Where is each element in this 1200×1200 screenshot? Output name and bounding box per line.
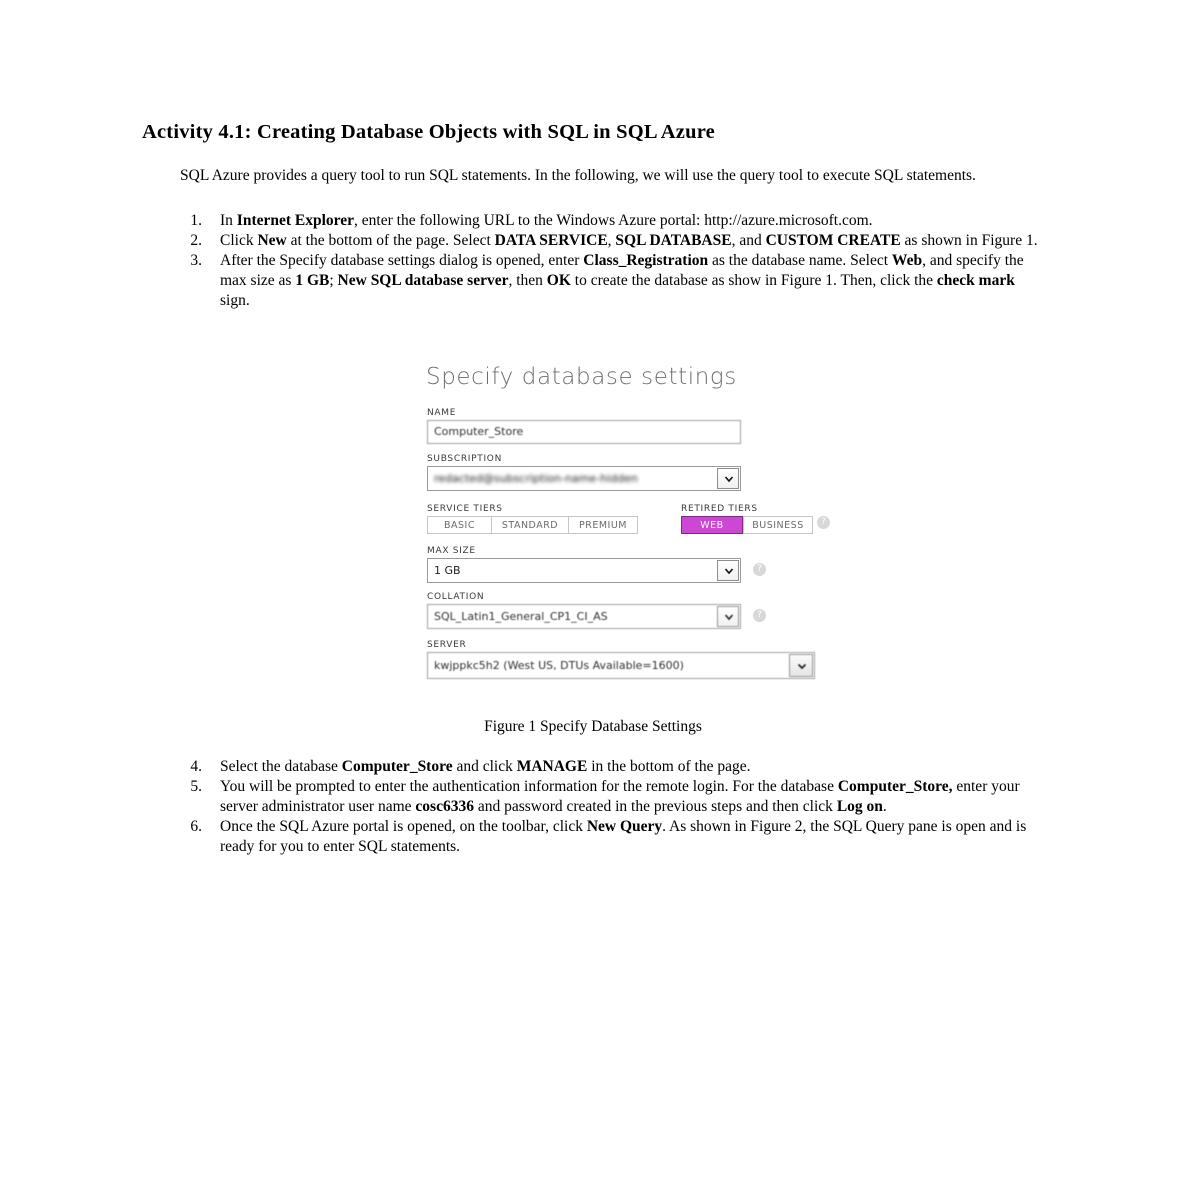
list-item-number: 5. (190, 778, 202, 795)
emphasis-text: DATA SERVICE (494, 232, 608, 249)
list-item-number: 1. (190, 212, 202, 229)
list-item (172, 211, 1042, 231)
emphasis-text: Computer_Store, (837, 778, 953, 795)
emphasis-text: Log on (836, 798, 883, 815)
emphasis-text: MANAGE (516, 758, 588, 775)
service-tiers-group[interactable] (427, 516, 638, 534)
emphasis-text: check mark (936, 272, 1015, 289)
server-label: SERVER (427, 640, 467, 650)
collation-dropdown[interactable] (427, 604, 741, 629)
collation-help-icon[interactable]: ? (753, 609, 766, 622)
list-item-number: 6. (190, 818, 202, 835)
chevron-down-icon[interactable] (789, 654, 813, 677)
list-item-number: 3. (190, 252, 202, 269)
tier-button-web[interactable]: WEB (681, 516, 743, 534)
emphasis-text: New SQL database server (337, 272, 509, 289)
retired-tiers-group[interactable] (681, 516, 813, 534)
dialog-title: Specify database settings (426, 364, 737, 390)
server-value: kwjppkc5h2 (West US, DTUs Available=1600) (434, 659, 684, 672)
list-item-text: Select the database Computer_Store and click MANAGE in the bottom of the page. (220, 758, 751, 775)
subscription-field-label: SUBSCRIPTION (427, 454, 503, 464)
list-item (172, 231, 1042, 251)
subscription-dropdown[interactable] (427, 466, 741, 491)
tier-button-premium[interactable]: PREMIUM (568, 516, 638, 534)
retired-tiers-help-icon[interactable]: ? (817, 516, 830, 529)
list-item-text: In Internet Explorer, enter the following URL to the Windows Azure portal: http://azure.microsoft.com. (220, 212, 873, 229)
chevron-down-icon[interactable] (717, 606, 739, 627)
page-title: Activity 4.1: Creating Database Objects with SQL in SQL Azure (142, 120, 715, 143)
name-input[interactable]: Computer_Store (427, 420, 741, 444)
list-item (172, 777, 1042, 817)
server-dropdown[interactable] (427, 652, 815, 679)
steps-list-first (172, 211, 1042, 311)
retired-tiers-label: RETIRED TIERS (681, 504, 758, 514)
name-field-label: NAME (427, 408, 457, 418)
emphasis-text: New (257, 232, 287, 249)
service-tiers-label: SERVICE TIERS (427, 504, 503, 514)
tier-button-standard[interactable]: STANDARD (491, 516, 568, 534)
emphasis-text: OK (546, 272, 571, 289)
emphasis-text: Web (891, 252, 923, 269)
emphasis-text: Class_Registration (583, 252, 709, 269)
list-item-text: Once the SQL Azure portal is opened, on the toolbar, click New Query. As shown in Figure 2, the SQL Query pane is open and is ready for you to enter SQL statements. (220, 818, 1027, 855)
emphasis-text: cosc6336 (415, 798, 474, 815)
list-item-number: 4. (190, 758, 202, 775)
max-size-help-icon[interactable]: ? (753, 563, 766, 576)
tier-button-business[interactable]: BUSINESS (743, 516, 813, 534)
list-item-text: You will be prompted to enter the authentication information for the remote login. For the database Computer_Store, enter your server administrator user name cosc6336 and password created in the previous steps and then click Log on. (220, 778, 1020, 815)
list-item-text: After the Specify database settings dialog is opened, enter Class_Registration as the database name. Select Web, and specify the max size as 1 GB; New SQL database server, then OK to create the database as show in Figure 1. Then, click the check mark sign. (220, 252, 1024, 309)
list-item-number: 2. (190, 232, 202, 249)
list-item (172, 757, 1042, 777)
steps-list-second (172, 757, 1042, 857)
max-size-dropdown[interactable] (427, 558, 741, 583)
list-item (172, 251, 1042, 311)
collation-label: COLLATION (427, 592, 485, 602)
emphasis-text: Computer_Store (341, 758, 453, 775)
figure-1-screenshot (419, 358, 826, 693)
emphasis-text: New Query (586, 818, 663, 835)
tier-button-basic[interactable]: BASIC (427, 516, 491, 534)
emphasis-text: CUSTOM CREATE (765, 232, 901, 249)
emphasis-text: 1 GB (295, 272, 330, 289)
emphasis-text: SQL DATABASE (615, 232, 732, 249)
max-size-label: MAX SIZE (427, 546, 476, 556)
emphasis-text: Internet Explorer (236, 212, 355, 229)
max-size-value: 1 GB (434, 564, 461, 577)
chevron-down-icon[interactable] (717, 560, 739, 581)
list-item-text: Click New at the bottom of the page. Select DATA SERVICE, SQL DATABASE, and CUSTOM CREATE as shown in Figure 1. (220, 232, 1038, 249)
list-item (172, 817, 1042, 857)
subscription-value: redacted@subscription-name-hidden (434, 472, 638, 485)
intro-paragraph: SQL Azure provides a query tool to run SQL statements. In the following, we will use the query tool to execute SQL statements. (180, 166, 976, 184)
figure-caption: Figure 1 Specify Database Settings (484, 718, 702, 735)
chevron-down-icon[interactable] (717, 468, 739, 489)
collation-value: SQL_Latin1_General_CP1_CI_AS (434, 610, 608, 623)
